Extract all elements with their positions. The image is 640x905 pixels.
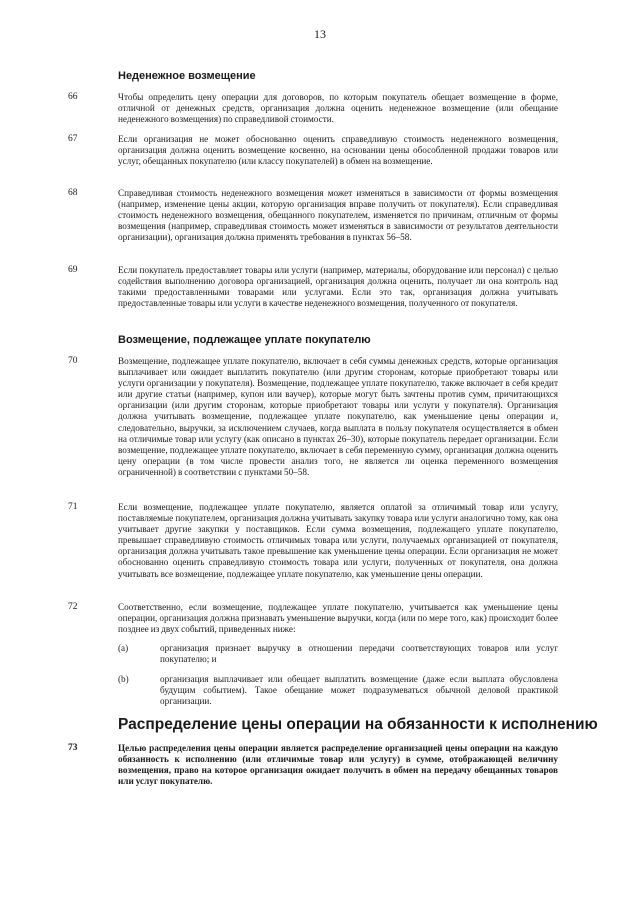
- paragraph-number: 71: [68, 502, 78, 512]
- paragraph-number: 67: [68, 134, 78, 144]
- paragraph-number: 72: [68, 602, 78, 612]
- list-item-label: (b): [118, 674, 129, 684]
- paragraph-number: 68: [68, 188, 78, 198]
- paragraph-text: Соответственно, если возмещение, подлежащее уплате покупателю, учитывается как уменьшение цены операции, организация должна признавать уменьшение выручки, когда (или по мере того, как) происходит более позднее из двух событий, приведенных ниже:: [118, 602, 558, 635]
- page-number: 13: [314, 27, 326, 41]
- paragraph-text: Если организация не может обоснованно оценить справедливую стоимость неденежного возмещения, организация должна оценить возмещение косвенно, на основании цены обособленной продажи товаров или услуг, обещанных покупателю (или классу покупателей) в обмен на возмещение.: [118, 134, 558, 167]
- paragraph-number: 69: [68, 265, 78, 275]
- paragraph-text: Возмещение, подлежащее уплате покупателю, включает в себя суммы денежных средств, которые организация выплачивает или ожидает выплатить покупателю (или другим сторонам, которые приобретают товары или услуги организации у покупателя). Возмещение, подлежащее уплате покупателю, также включает в себя кредит или другие статьи (например, купон или ваучер), которые могут быть зачтены против сумм, причитающихся организации (или другим сторонам, которые приобретают товары или услуги у покупателя). Организация должна учитывать возмещение, подлежащее уплате покупателю, как уменьшение цены операции и, следовательно, выручки, за исключением случаев, когда выплата в пользу покупателя осуществляется в обмен на отличимые товар или услугу (как описано в пунктах 26–30), которые покупатель передает организации. Если возмещение, подлежащее уплате покупателю, включает в себя переменную сумму, организация должна оценить цену операции (в том числе провести анализ того, не является ли оценка переменного возмещения ограниченной) в соответствии с пунктами 50–58.: [118, 356, 558, 477]
- paragraph-text: Целью распределения цены операции является распределение организацией цены операции на каждую обязанность к исполнению (или отличимые товар или услугу) в сумме, отображающей величину возмещения, право на которое организация ожидает получить в обмен на передачу обещанных товаров или услуг покупателю.: [118, 743, 558, 787]
- paragraph-text: Если возмещение, подлежащее уплате покупателю, является оплатой за отличимый товар или услугу, поставляемые покупателем, организация должна учитывать закупку товара или услуги аналогично тому, как она учитывает другие закупки у поставщиков. Если сумма возмещения, подлежащего уплате покупателю, превышает справедливую стоимость отличимых товара или услуги, получаемых организацией от покупателя, организация должна учитывать такое превышение как уменьшение цены операции. Если организация не может обоснованно оценить справедливую стоимость товара или услуги, полученных от покупателя, она должна учитывать все возмещение, подлежащее уплате покупателю, как уменьшение цены операции.: [118, 502, 558, 579]
- list-item-text: организация признает выручку в отношении передачи соответствующих товаров или услуг покупателю; и: [160, 643, 558, 665]
- list-item-label: (a): [118, 643, 129, 653]
- section-heading-noncash: Неденежное возмещение: [118, 70, 256, 82]
- paragraph-text: Если покупатель предоставляет товары или услуги (например, материалы, оборудование или персонал) с целью содействия выполнению договора организацией, организация должна оценить, получает ли она контроль над такими предоставленными товарами или услугами. Если это так, организация должна учитывать предоставленные товары или услуги в качестве неденежного возмещения, полученного от покупателя.: [118, 265, 558, 309]
- paragraph-number: 70: [68, 356, 78, 366]
- paragraph-text: Чтобы определить цену операции для договоров, по которым покупатель обещает возмещение в форме, отличной от денежных средств, организация должна оценить неденежное возмещение (или обещание неденежного возмещения) по справедливой стоимости.: [118, 92, 558, 125]
- paragraph-number: 66: [68, 92, 78, 102]
- paragraph-text: Справедливая стоимость неденежного возмещения может изменяться в зависимости от формы возмещения (например, изменение цены акции, которую организация вправе получить от покупателя). Если справедливая стоимость неденежного возмещения, обещанного покупателем, изменяется по причинам, отличным от формы возмещения (например, справедливая стоимость может изменяться в зависимости от результатов деятельности организации), организация должна применять требования в пунктах 56–58.: [118, 188, 558, 243]
- section-heading-allocation: Распределение цены операции на обязанности к исполнению: [118, 716, 598, 733]
- section-heading-payable: Возмещение, подлежащее уплате покупателю: [118, 334, 371, 346]
- paragraph-number: 73: [68, 743, 78, 753]
- list-item-text: организация выплачивает или обещает выплатить возмещение (даже если выплата обусловлена будущим событием). Такое обещание может подразумеваться обычной деловой практикой организации.: [160, 674, 558, 707]
